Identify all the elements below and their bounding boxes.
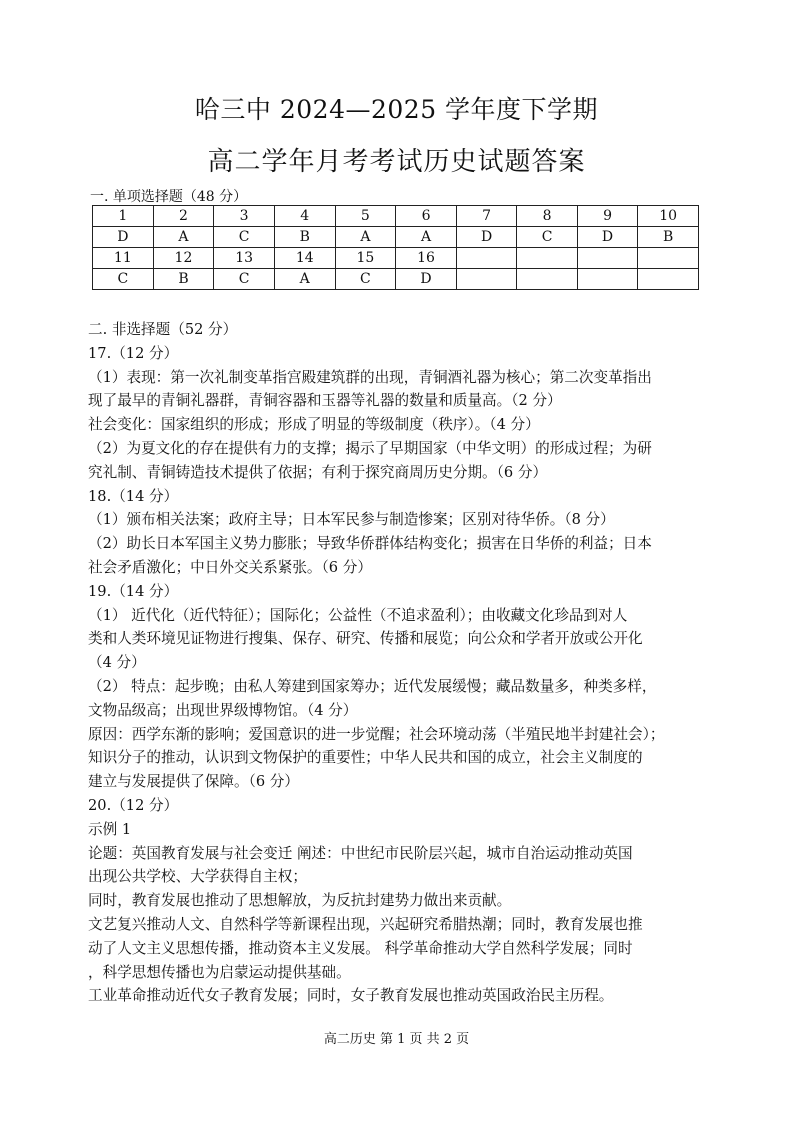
answer-line: 现了最早的青铜礼器群，青铜容器和玉器等礼器的数量和质量高。（2 分） [88,392,562,410]
table-cell: 7 [456,206,516,227]
answer-line: 动了人文主义思想传播，推动资本主义发展。 科学革命推动大学自然科学发展；同时 [88,939,633,957]
question-17-heading: 17.（12 分） [88,344,179,362]
page-title-line1: 哈三中 2024—2025 学年度下学期 [194,95,599,124]
answer-line: 社会矛盾激化；中日外交关系紧张。（6 分） [88,558,372,576]
answer-line: 示例 1 [88,820,132,838]
page-footer: 高二历史 第 1 页 共 2 页 [323,1032,470,1047]
answer-line: 论题：英国教育发展与社会变迁 阐述：中世纪市民阶层兴起，城市自治运动推动英国 [88,844,633,862]
table-row [93,206,699,227]
answer-line: （4 分） [88,654,146,672]
table-cell: B [638,227,699,248]
answer-body [88,318,708,1008]
table-cell: 10 [638,206,699,227]
answer-table [92,205,699,290]
table-cell: A [335,227,396,248]
answer-line: 出现公共学校、大学获得自主权； [88,868,307,886]
table-cell: 2 [153,206,214,227]
answer-line: （2）助长日本军国主义势力膨胀；导致华侨群体结构变化；损害在日华侨的利益；日本 [88,535,652,553]
answer-line: （1） 近代化（近代特征）；国际化；公益性（不追求盈利）；由收藏文化珍品到对人 [88,606,628,624]
table-cell: C [214,269,275,290]
answer-line: 建立与发展提供了保障。（6 分） [88,773,299,791]
table-cell [456,269,516,290]
table-cell [577,248,637,269]
table-cell: A [153,227,214,248]
table-row [93,248,699,269]
answer-line: 工业革命推动近代女子教育发展；同时，女子教育发展也推动英国政治民主历程。 [88,987,614,1005]
answer-line: 社会变化：国家组织的形成；形成了明显的等级制度（秩序）。（4 分） [88,416,540,434]
table-cell: A [396,227,457,248]
table-cell: 8 [517,206,577,227]
table-cell: B [274,227,335,248]
answer-line: 究礼制、青铜铸造技术提供了依据；有利于探究商周历史分期。（6 分） [88,463,548,481]
table-cell: 6 [396,206,457,227]
table-cell [638,269,699,290]
answer-line: ，科学思想传播也为启蒙运动提供基础。 [88,963,351,981]
table-cell: 4 [274,206,335,227]
table-cell: 3 [214,206,275,227]
answer-line: （2）为夏文化的存在提供有力的支撑；揭示了早期国家（中华文明）的形成过程；为研 [88,439,652,457]
table-cell: C [335,269,396,290]
question-20-heading: 20.（12 分） [88,796,179,814]
answer-line: （1）表现：第一次礼制变革指宫殿建筑群的出现，青铜酒礼器为核心；第二次变革指出 [88,368,652,386]
answer-line: 同时，教育发展也推动了思想解放，为反抗封建势力做出来贡献。 [88,892,512,910]
question-18-heading: 18.（14 分） [88,487,179,505]
answer-line: （2） 特点：起步晚；由私人筹建到国家筹办；近代发展缓慢；藏品数量多，种类多样， [88,677,657,695]
table-cell [517,269,577,290]
table-cell: 16 [396,248,457,269]
answer-line: 文物品级高；出现世界级博物馆。（4 分） [88,701,358,719]
table-row [93,227,699,248]
table-cell: D [396,269,457,290]
table-cell [456,248,516,269]
table-cell: D [456,227,516,248]
answer-line: 类和人类环境见证物进行搜集、保存、研究、传播和展览；向公众和学者开放或公开化 [88,630,643,648]
table-cell: 1 [93,206,154,227]
table-cell: 12 [153,248,214,269]
page-title-line2: 高二学年月考考试历史试题答案 [207,147,586,177]
table-cell: 14 [274,248,335,269]
table-row [93,269,699,290]
table-cell: 9 [577,206,637,227]
table-cell: 15 [335,248,396,269]
table-cell: D [577,227,637,248]
table-cell: 5 [335,206,396,227]
table-cell: C [517,227,577,248]
table-cell: 13 [214,248,275,269]
section1-heading: 一. 单项选择题（48 分） [90,189,248,205]
question-19-heading: 19.（14 分） [88,582,179,600]
answer-line: 文艺复兴推动人文、自然科学等新课程出现，兴起研究希腊热潮；同时，教育发展也推 [88,915,643,933]
table-cell: C [93,269,154,290]
answer-line: 知识分子的推动，认识到文物保护的重要性；中华人民共和国的成立，社会主义制度的 [88,749,643,767]
table-cell: D [93,227,154,248]
table-cell: 11 [93,248,154,269]
answer-line: （1）颁布相关法案；政府主导；日本军民参与制造惨案；区别对待华侨。（8 分） [88,511,615,529]
table-cell: C [214,227,275,248]
table-cell [577,269,637,290]
table-cell [638,248,699,269]
table-cell [517,248,577,269]
table-cell: A [274,269,335,290]
table-cell: B [153,269,214,290]
section2-heading: 二. 非选择题（52 分） [88,321,238,338]
answer-line: 原因：西学东渐的影响；爱国意识的进一步觉醒；社会环境动荡（半殖民地半封建社会）； [88,725,665,743]
